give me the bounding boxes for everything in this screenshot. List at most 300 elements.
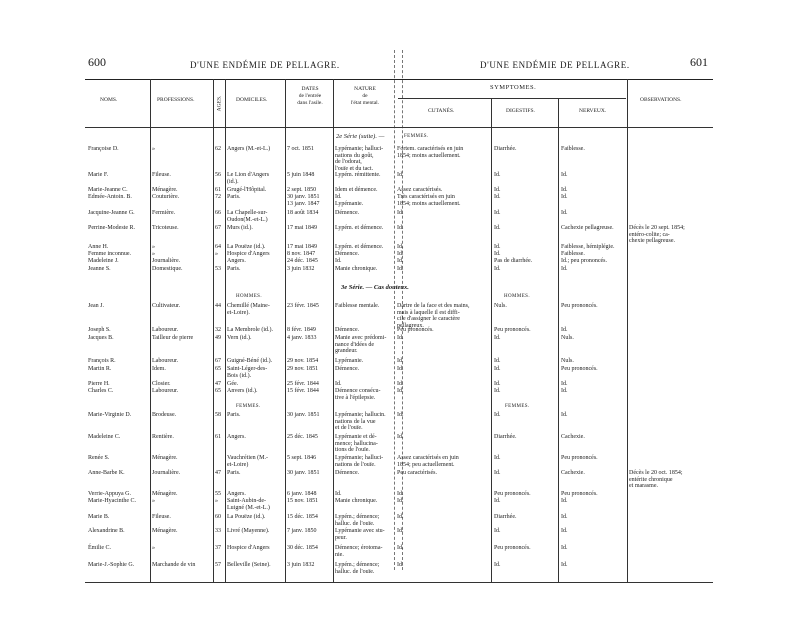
cell-profession: » (152, 545, 155, 551)
cell-mental-state: Lypémanie. (335, 201, 364, 207)
cell-digestive: Id. (494, 358, 501, 364)
cell-digestive: Id. (494, 412, 501, 418)
cell-age: 65 (215, 366, 221, 372)
cell-mental-state: nations de la vue (335, 418, 376, 425)
cell-name: Marie-Jeanne C. (88, 187, 128, 193)
cell-digestive: Nuls. (494, 303, 507, 309)
cell-name: Jacques B. (88, 335, 114, 341)
cell-digestive: Pas de diarrhée. (494, 258, 533, 264)
cell-profession: Tricoteuse. (152, 225, 179, 231)
cell-cutaneous: Peu caractérisés. (397, 470, 437, 476)
cell-domicile: Saint-Aubin-de- (227, 498, 266, 504)
cell-domicile: Belleville (Seine). (227, 562, 271, 568)
cell-profession: » (152, 498, 155, 504)
cell-domicile: et-Loire). (227, 309, 250, 316)
cell-age: 53 (215, 266, 221, 272)
cell-mental-state: Lypémanie; hallucin. (335, 412, 386, 418)
cell-cutaneous: Id. (397, 358, 404, 364)
page-number-left: 600 (88, 55, 106, 69)
cell-mental-state: mence; hallucina- (335, 440, 378, 447)
cell-cutaneous: Id. (397, 366, 404, 372)
cell-cutaneous: Id. (397, 244, 404, 250)
cell-domicile: Saint-Léger-des- (227, 366, 268, 372)
cell-name: Jeanne S. (88, 266, 111, 272)
cell-age: 44 (215, 303, 221, 309)
cell-entry-date: 23 févr. 1845 (287, 303, 319, 309)
cell-domicile: Hospice d'Angers (227, 251, 270, 257)
cell-mental-state: peur. (335, 534, 347, 541)
cell-digestive: Id. (494, 225, 501, 231)
cell-mental-state: nie. (335, 551, 344, 558)
header-nature-line-1: NATURE (354, 86, 376, 92)
section-subheading: HOMMES. (236, 294, 262, 299)
cell-domicile: Vauchrétien (M.- (227, 455, 268, 461)
cell-cutaneous: Fortem. caractérisés en juin (397, 146, 464, 152)
section-subheading: FEMMES. (236, 404, 261, 409)
cell-digestive: Diarrhée. (494, 434, 517, 440)
col-divider (627, 79, 628, 582)
cell-name: Émilie C. (88, 545, 111, 551)
cell-nervous: Peu prononcés. (561, 303, 598, 309)
cell-domicile: La Membrole (id.). (227, 327, 273, 333)
cell-nervous: Peu prononcés. (561, 366, 598, 372)
cell-digestive: Id. (494, 244, 501, 250)
cell-domicile: Chemillé (Maine- (227, 303, 270, 309)
header-nature-line-3: l'état mental. (350, 99, 380, 106)
cell-cutaneous: Id. (397, 251, 404, 257)
header-digestifs: DIGESTIFS. (506, 108, 535, 114)
cell-digestive: Id. (494, 470, 501, 476)
cell-nervous: Id. (561, 545, 568, 551)
cell-age: 64 (215, 244, 221, 250)
cell-cutaneous: Id. (397, 434, 404, 440)
cell-mental-state: l'ouïe et du tact. (335, 165, 374, 172)
cell-name: Charles C. (88, 388, 114, 394)
col-divider (491, 98, 492, 582)
cell-name: Alexandrine B. (88, 528, 125, 534)
cell-observations: et marasme. (629, 483, 658, 489)
cell-cutaneous: pellagreux. (397, 322, 424, 329)
cell-nervous: Id. (561, 388, 568, 394)
cell-age: 72 (215, 194, 221, 200)
cell-age: 62 (215, 146, 221, 152)
cell-domicile: Vern (id.). (227, 335, 252, 341)
cell-mental-state: Manie avec prédomi- (335, 335, 387, 341)
cell-age: 61 (215, 434, 221, 440)
cell-age: 32 (215, 327, 221, 333)
cell-name: Françoise D. (88, 146, 119, 152)
running-title-left: D'UNE ENDÉMIE DE PELLAGRE. (190, 60, 340, 70)
cell-domicile: Angers (M.-et-L.) (227, 146, 271, 152)
cell-domicile: La Chapelle-sur- (227, 210, 268, 216)
cell-domicile: Angers. (227, 491, 246, 497)
page-number-right: 601 (690, 55, 708, 69)
cell-entry-date: 7 oct. 1851 (287, 146, 314, 152)
cell-profession: Couturière. (152, 194, 180, 200)
cell-entry-date: 30 janv. 1851 (287, 194, 320, 200)
cell-profession: Rentière. (152, 434, 174, 440)
header-dates-line-1: DATES (301, 86, 319, 92)
cell-cutaneous: Id. (397, 491, 404, 497)
cell-nervous: Id. (561, 528, 568, 534)
header-nature (335, 86, 395, 107)
cell-profession: Brodeuse. (152, 412, 177, 418)
cell-entry-date: 17 mai 1849 (287, 244, 317, 250)
header-professions: PROFESSIONS. (157, 97, 195, 103)
cell-profession: Laboureur. (152, 358, 179, 364)
cell-age: 65 (215, 388, 221, 394)
cell-profession: Idem. (152, 366, 166, 372)
cell-entry-date: 15 févr. 1844 (287, 388, 319, 394)
cell-digestive: Peu prononcés. (494, 545, 531, 551)
cell-profession: Ménagère. (152, 528, 178, 534)
cell-digestive: Id. (494, 187, 501, 193)
col-divider (225, 79, 226, 582)
cell-name: Martin R. (88, 366, 112, 372)
cell-mental-state: Démence. (335, 210, 360, 216)
cell-nervous: Id. (561, 266, 568, 272)
cell-domicile: (id.). (227, 178, 239, 185)
cell-entry-date: 29 nov. 1854 (287, 358, 319, 364)
cell-entry-date: 3 juin 1832 (287, 266, 315, 272)
cell-mental-state: Id. (335, 491, 342, 497)
cell-profession: Tailleur de pierre (152, 335, 194, 341)
cell-name: Jean J. (88, 303, 104, 309)
cell-entry-date: 8 févr. 1849 (287, 327, 316, 333)
header-observations: OBSERVATIONS. (640, 97, 682, 103)
cell-profession: Journalière. (152, 470, 181, 476)
cell-profession: » (152, 244, 155, 250)
cell-profession: Ménagère. (152, 187, 178, 193)
cell-domicile: Paris. (227, 266, 241, 272)
running-title-right: D'UNE ENDÉMIE DE PELLAGRE. (480, 60, 630, 70)
cell-age: 37 (215, 545, 221, 551)
cell-mental-state: Démence. (335, 366, 360, 372)
cell-mental-state: Id. (335, 258, 342, 264)
cell-name: Pierre H. (88, 381, 110, 387)
cell-profession: Cultivateur. (152, 303, 181, 309)
cell-digestive: Id. (494, 455, 501, 461)
header-cutanes: CUTANÉS. (428, 108, 455, 114)
cell-digestive: Id. (494, 251, 501, 257)
cell-mental-state: Démence; érotoma- (335, 545, 383, 551)
cell-entry-date: 6 janv. 1848 (287, 491, 317, 497)
cell-age: 47 (215, 470, 221, 476)
cell-mental-state: Lypémanie; halluci- (335, 146, 384, 152)
cell-cutaneous: Id. (397, 528, 404, 534)
header-dates-line-2: de l'entrée (298, 92, 322, 99)
cell-cutaneous: Id. (397, 335, 404, 341)
cell-name: François R. (88, 358, 116, 364)
cell-entry-date: 30 janv. 1851 (287, 470, 320, 476)
cell-nervous: Id. (561, 562, 568, 568)
cell-cutaneous: Id. (397, 545, 404, 551)
header-bottom-rule (85, 127, 713, 128)
cell-name: Jacquine-Jeanne G. (88, 210, 135, 216)
cell-cutaneous: Id. (397, 381, 404, 387)
cell-entry-date: 30 janv. 1851 (287, 412, 320, 418)
col-divider (558, 98, 559, 582)
cell-profession: Ménagère. (152, 455, 178, 461)
cell-profession: Closier. (152, 381, 171, 387)
cell-observations: entérite chronique (629, 476, 673, 483)
cell-age: 49 (215, 335, 221, 341)
cell-entry-date: 5 juin 1848 (287, 172, 315, 178)
cell-name: Anne-Barbe K. (88, 470, 125, 476)
header-noms: NOMS. (100, 97, 118, 103)
cell-cutaneous: Id. (397, 210, 404, 216)
cell-entry-date: 25 févr. 1844 (287, 381, 319, 387)
cell-entry-date: 7 janv. 1850 (287, 528, 317, 534)
cell-digestive: Id. (494, 210, 501, 216)
cell-name: Marie-Virginie D. (88, 412, 132, 418)
cell-domicile: Hospice d'Angers (227, 545, 270, 551)
cell-mental-state: Démence. (335, 327, 360, 333)
cell-digestive: Diarrhée. (494, 514, 517, 520)
cell-mental-state: halluc. de l'ouïe. (335, 568, 375, 575)
cell-entry-date: 8 nov. 1847 (287, 251, 316, 257)
cell-name: Anne H. (88, 244, 109, 250)
cell-domicile: Paris. (227, 194, 241, 200)
col-divider (333, 79, 334, 582)
cell-nervous: Nuls. (561, 358, 574, 364)
cell-name: Joseph S. (88, 327, 111, 333)
cell-name: Marie B. (88, 514, 110, 520)
cell-profession: » (152, 146, 155, 152)
cell-mental-state: Manie chronique. (335, 498, 378, 504)
cell-domicile: Paris. (227, 412, 241, 418)
cell-nervous: Faiblesse. (561, 251, 585, 257)
cell-observations: chexie pellagreuse. (629, 238, 675, 244)
cell-entry-date: 4 janv. 1833 (287, 335, 317, 341)
symptoms-subrule (398, 98, 626, 99)
cell-age: 57 (215, 562, 221, 568)
cell-nervous: Id. (561, 172, 568, 178)
cell-age: 47 (215, 381, 221, 387)
cell-name: Marie-J.-Sophie G. (88, 562, 135, 568)
cell-mental-state: tive à l'épilepsie. (335, 394, 376, 401)
cell-nervous: Peu prononcés. (561, 455, 598, 461)
section-heading: 3e Série. — Cas douteux. (341, 284, 409, 291)
cell-cutaneous: Id. (397, 388, 404, 394)
cell-cutaneous: 1854; moins actuellement. (397, 200, 461, 207)
cell-domicile: La Pouëze (id.). (227, 244, 266, 250)
cell-mental-state: Id. (335, 194, 342, 200)
cell-digestive: Peu prononcés. (494, 327, 531, 333)
cell-entry-date: 15 déc. 1854 (287, 514, 318, 520)
cell-cutaneous: cile d'assigner le caractère (397, 316, 460, 322)
cell-age: 60 (215, 514, 221, 520)
cell-cutaneous: Peu prononcés. (397, 327, 434, 333)
cell-nervous: Id. (561, 381, 568, 387)
cell-domicile: Gée. (227, 381, 239, 387)
cell-domicile: Guigné-Béné (id.). (227, 358, 273, 364)
header-nature-line-2: de (362, 92, 368, 99)
cell-domicile: Grugé-l'Hôpital. (227, 187, 267, 193)
cell-entry-date: 18 août 1834 (287, 210, 319, 216)
cell-age: 33 (215, 528, 221, 534)
cell-name: Perrine-Modeste R. (88, 225, 135, 231)
section-heading: 2e Série (suite). — (336, 133, 385, 140)
cell-mental-state: Lypémanie avec stu- (335, 528, 385, 534)
cell-age: 55 (215, 491, 221, 497)
cell-mental-state: Id. (335, 381, 342, 387)
cell-entry-date: 5 sept. 1846 (287, 455, 317, 461)
header-domiciles: DOMICILES. (236, 97, 268, 103)
cell-entry-date: 13 janv. 1847 (287, 201, 320, 207)
cell-nervous: Cachexie. (561, 470, 585, 476)
col-divider (150, 79, 151, 582)
cell-nervous: Peu prononcés. (561, 491, 598, 497)
cell-name: Madeleine J. (88, 258, 119, 264)
cell-digestive: Peu prononcés. (494, 491, 531, 497)
cell-mental-state: halluc. de l'ouïe. (335, 520, 375, 527)
cell-domicile: La Pouëze (id.). (227, 514, 266, 520)
cell-domicile: Bois (id.). (227, 372, 252, 379)
cell-name: Renée S. (88, 455, 110, 461)
cell-domicile: Oudon(M.-et-L.) (227, 216, 268, 223)
header-symptomes: SYMPTOMES. (490, 84, 537, 91)
section-subheading: FEMMES. (505, 404, 530, 409)
cell-mental-state: Démence consécu- (335, 388, 381, 394)
cell-nervous: Id. (561, 194, 568, 200)
cell-entry-date: 2 sept. 1850 (287, 187, 317, 193)
cell-mental-state: Lypém. et démence. (335, 225, 384, 231)
cell-mental-state: nations du goût, (335, 152, 374, 159)
cell-digestive: Id. (494, 335, 501, 341)
cell-cutaneous: Id. (397, 514, 404, 520)
cell-mental-state: Lypém.; démence; (335, 514, 380, 520)
cell-mental-state: Lypém.; démence; (335, 562, 380, 568)
cell-mental-state: Faiblesse mentale. (335, 303, 380, 309)
cell-nervous: Id. (561, 187, 568, 193)
cell-digestive: Diarrhée. (494, 146, 517, 152)
cell-age: 56 (215, 172, 221, 178)
cell-cutaneous: Très caractérisés en juin (397, 194, 455, 200)
cell-nervous: Cachexie. (561, 434, 585, 440)
cell-age: 66 (215, 210, 221, 216)
cell-mental-state: Lypém. rémittente. (335, 172, 381, 178)
cell-cutaneous: Id. (397, 225, 404, 231)
cell-mental-state: Idem et démence. (335, 187, 378, 193)
cell-profession: Fileuse. (152, 172, 171, 178)
cell-digestive: Id. (494, 562, 501, 568)
cell-nervous: Faiblesse, hémiplégie. (561, 244, 615, 250)
cell-mental-state: Manie chronique. (335, 266, 378, 272)
cell-observations: Décès le 20 sept. 1854; (629, 225, 685, 231)
cell-entry-date: 29 nov. 1851 (287, 366, 319, 372)
section-subheading: FEMMES. (404, 134, 429, 139)
col-divider (285, 79, 286, 582)
cell-cutaneous: mais à laquelle il est diffi- (397, 309, 460, 316)
cell-digestive: Id. (494, 388, 501, 394)
cell-name: Marie-Hyacinthe C. (88, 498, 136, 504)
cell-profession: Domestique. (152, 266, 183, 272)
cell-domicile: Angers. (227, 258, 246, 264)
cell-mental-state: nance d'idées de (335, 341, 375, 348)
cell-nervous: Id. (561, 210, 568, 216)
header-nerveux: NERVEUX. (579, 108, 607, 114)
cell-digestive: Id. (494, 266, 501, 272)
cell-domicile: et-Loire) (227, 461, 249, 468)
cell-entry-date: 25 déc. 1845 (287, 434, 318, 440)
col-divider (213, 79, 214, 582)
header-ages: AGES. (216, 95, 223, 112)
cell-digestive: Id. (494, 381, 501, 387)
cell-name: Edmée-Antoin. B. (88, 194, 132, 200)
cell-entry-date: 30 déc. 1854 (287, 545, 318, 551)
cell-domicile: Paris. (227, 470, 241, 476)
cell-name: Madeleine C. (88, 434, 121, 440)
cell-profession: Laboureur. (152, 388, 179, 394)
cell-entry-date: 15 nov. 1851 (287, 498, 319, 504)
cell-mental-state: Lypém. et démence. (335, 244, 384, 250)
cell-entry-date: 24 déc. 1845 (287, 258, 318, 264)
cell-nervous: Id. (561, 514, 568, 520)
cell-entry-date: 17 mai 1849 (287, 225, 317, 231)
cell-digestive: Id. (494, 172, 501, 178)
header-dates-line-3: dans l'asile. (297, 99, 323, 106)
cell-age: » (215, 251, 218, 257)
cell-cutaneous: Dartre de la face et des mains, (397, 303, 470, 309)
cell-observations: entéro-colite; ca- (629, 231, 670, 238)
cell-digestive: Id. (494, 528, 501, 534)
cell-mental-state: Lypémanie; halluci- (335, 455, 384, 461)
cell-cutaneous: Assez caractérisés en juin (397, 455, 459, 461)
cell-profession: Ménagère. (152, 491, 178, 497)
cell-nervous: Id. (561, 412, 568, 418)
cell-domicile: Murs (id.). (227, 225, 253, 231)
table-bottom-rule (85, 582, 713, 583)
cell-profession: Laboureur. (152, 327, 179, 333)
cell-domicile: Le Lion d'Angers (227, 172, 270, 178)
cell-age: 67 (215, 225, 221, 231)
cell-nervous: Id. (561, 327, 568, 333)
cell-profession: Fermière. (152, 210, 176, 216)
section-subheading: HOMMES. (504, 294, 530, 299)
cell-domicile: Angers. (227, 434, 246, 440)
cell-mental-state: nations de l'ouïe. (335, 461, 376, 468)
cell-cutaneous: Id. (397, 562, 404, 568)
cell-name: Marie F. (88, 172, 109, 178)
cell-mental-state: de l'odorat, (335, 159, 362, 165)
cell-age: » (215, 498, 218, 504)
cell-domicile: Livré (Mayenne). (227, 528, 270, 534)
cell-nervous: Id. (561, 498, 568, 504)
cell-profession: Journalière. (152, 258, 181, 264)
cell-cutaneous: 1854; peu actuellement. (397, 461, 455, 468)
cell-profession: Marchande de vin (152, 562, 196, 568)
cell-mental-state: et de l'ouïe. (335, 425, 363, 431)
cell-digestive: Id. (494, 498, 501, 504)
cell-cutaneous: Id. (397, 498, 404, 504)
cell-cutaneous: Id. (397, 266, 404, 272)
cell-cutaneous: Id. (397, 412, 404, 418)
cell-name: Femme inconnue. (88, 251, 131, 257)
cell-mental-state: grandeur. (335, 348, 358, 354)
cell-cutaneous: Id. (397, 172, 404, 178)
cell-mental-state: Démence. (335, 251, 360, 257)
cell-mental-state: Démence. (335, 470, 360, 476)
cell-digestive: Id. (494, 194, 501, 200)
cell-mental-state: tions de l'ouïe. (335, 447, 370, 453)
cell-nervous: Nuls. (561, 335, 574, 341)
cell-nervous: Faiblesse. (561, 146, 585, 152)
header-dates (287, 86, 333, 107)
cell-entry-date: 3 juin 1832 (287, 562, 315, 568)
cell-profession: » (152, 251, 155, 257)
cell-cutaneous: Id. (397, 258, 404, 264)
